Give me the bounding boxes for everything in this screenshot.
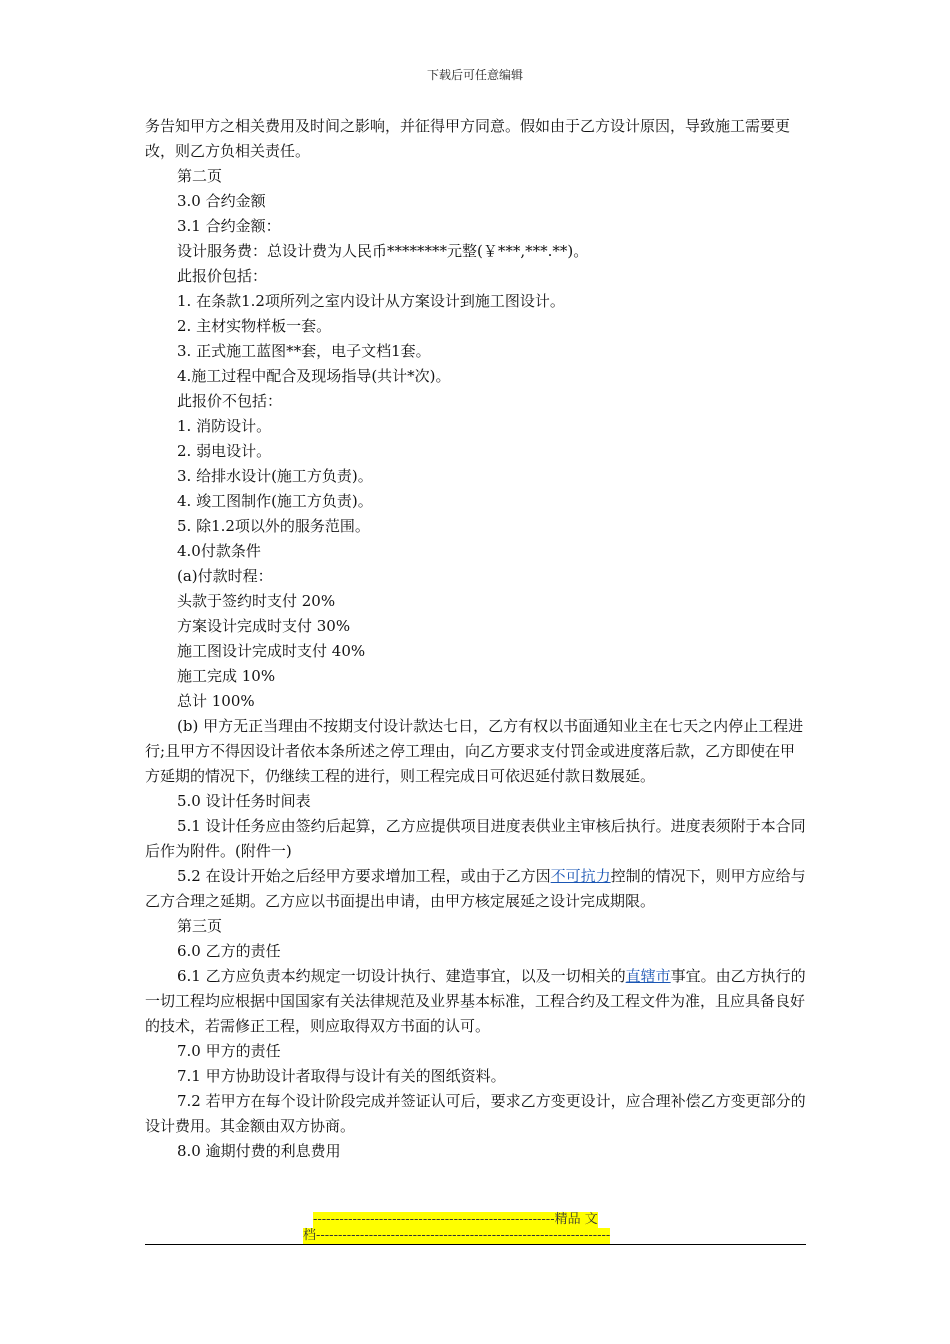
list-item: 5. 除1.2项以外的服务范围。 <box>177 517 370 535</box>
payment-row: 方案设计完成时支付 30% <box>177 617 351 635</box>
footer-line-2: 档------------------------------------------------------------------- <box>303 1228 611 1243</box>
paragraph: 此报价包括： <box>177 267 268 285</box>
list-item: 4.施工过程中配合及现场指导(共计*次)。 <box>177 367 451 385</box>
section-heading: 6.0 乙方的责任 <box>177 942 281 960</box>
payment-row: 施工完成 10% <box>177 667 276 685</box>
paragraph: 设计服务费：总设计费为人民币********元整(￥***,***.**)。 <box>177 242 589 260</box>
list-item: 1. 在条款1.2项所列之室内设计从方案设计到施工图设计。 <box>177 292 565 310</box>
page-label: 第三页 <box>177 917 223 935</box>
list-item: 2. 弱电设计。 <box>177 442 272 460</box>
section-heading: 4.0付款条件 <box>177 542 261 560</box>
paragraph: 7.1 甲方协助设计者取得与设计有关的图纸资料。 <box>177 1067 506 1085</box>
paragraph: 7.2 若甲方在每个设计阶段完成并签证认可后，要求乙方变更设计，应合理补偿乙方变更部分的设计费用。其金额由双方协商。 <box>145 1092 806 1135</box>
section-heading: 3.0 合约金额 <box>177 192 266 210</box>
text-segment: 事宜。由乙方执行的一切工程均应根据中国国家有关法律规范及业界基本标准，工程合约及工程文件为准，且应具备良好的技术，若需修正工程，则应取得双方书面的认可。 <box>145 967 806 1035</box>
text-segment: 5.2 在设计开始之后经甲方要求增加工程，或由于乙方因 <box>177 867 551 885</box>
municipality-link[interactable]: 直辖市 <box>625 967 671 985</box>
list-item: 3. 正式施工蓝图**套，电子文档1套。 <box>177 342 431 360</box>
text-segment: 6.1 乙方应负责本约规定一切设计执行、建造事宜，以及一切相关的 <box>177 967 626 985</box>
list-item: 4. 竣工图制作(施工方负责)。 <box>177 492 373 510</box>
section-heading: 8.0 逾期付费的利息费用 <box>177 1142 341 1160</box>
clause: 3.1 合约金额： <box>177 217 281 235</box>
paragraph <box>145 864 810 914</box>
paragraph <box>145 964 810 1039</box>
footer-line-1: -------------------------------------------------------精品 文 <box>313 1212 598 1227</box>
footer-divider <box>145 1244 806 1245</box>
force-majeure-link[interactable]: 不可抗力 <box>550 867 611 885</box>
page-label: 第二页 <box>177 167 223 185</box>
page-header: 下载后可任意编辑 <box>426 68 523 82</box>
section-heading: 5.0 设计任务时间表 <box>177 792 311 810</box>
list-item: 3. 给排水设计(施工方负责)。 <box>177 467 373 485</box>
paragraph: (b) 甲方无正当理由不按期支付设计款达七日，乙方有权以书面通知业主在七天之内停止工程进行;且甲方不得因设计者依本条所述之停工理由，向乙方要求支付罚金或进度落后款，乙方即使在甲方延期的情况下，仍继续工程的进行，则工程完成日可依迟延付款日数展延。 <box>145 717 804 785</box>
payment-total: 总计 100% <box>177 692 255 710</box>
section-heading: 7.0 甲方的责任 <box>177 1042 281 1060</box>
clause: (a)付款时程： <box>177 567 273 585</box>
paragraph: 5.1 设计任务应由签约后起算，乙方应提供项目进度表供业主审核后执行。进度表须附于本合同后作为附件。(附件一) <box>145 817 806 860</box>
text-segment: 控制的情况下，则甲方应给与乙方合理之延期。乙方应以书面提出申请，由甲方核定展延之设计完成期限。 <box>145 867 806 910</box>
paragraph: 此报价不包括： <box>177 392 283 410</box>
list-item: 2. 主材实物样板一套。 <box>177 317 332 335</box>
payment-row: 施工图设计完成时支付 40% <box>177 642 366 660</box>
payment-row: 头款于签约时支付 20% <box>177 592 336 610</box>
document-body <box>145 114 810 1164</box>
list-item: 1. 消防设计。 <box>177 417 272 435</box>
paragraph: 务告知甲方之相关费用及时间之影响，并征得甲方同意。假如由于乙方设计原因，导致施工需要更改，则乙方负相关责任。 <box>145 117 791 160</box>
